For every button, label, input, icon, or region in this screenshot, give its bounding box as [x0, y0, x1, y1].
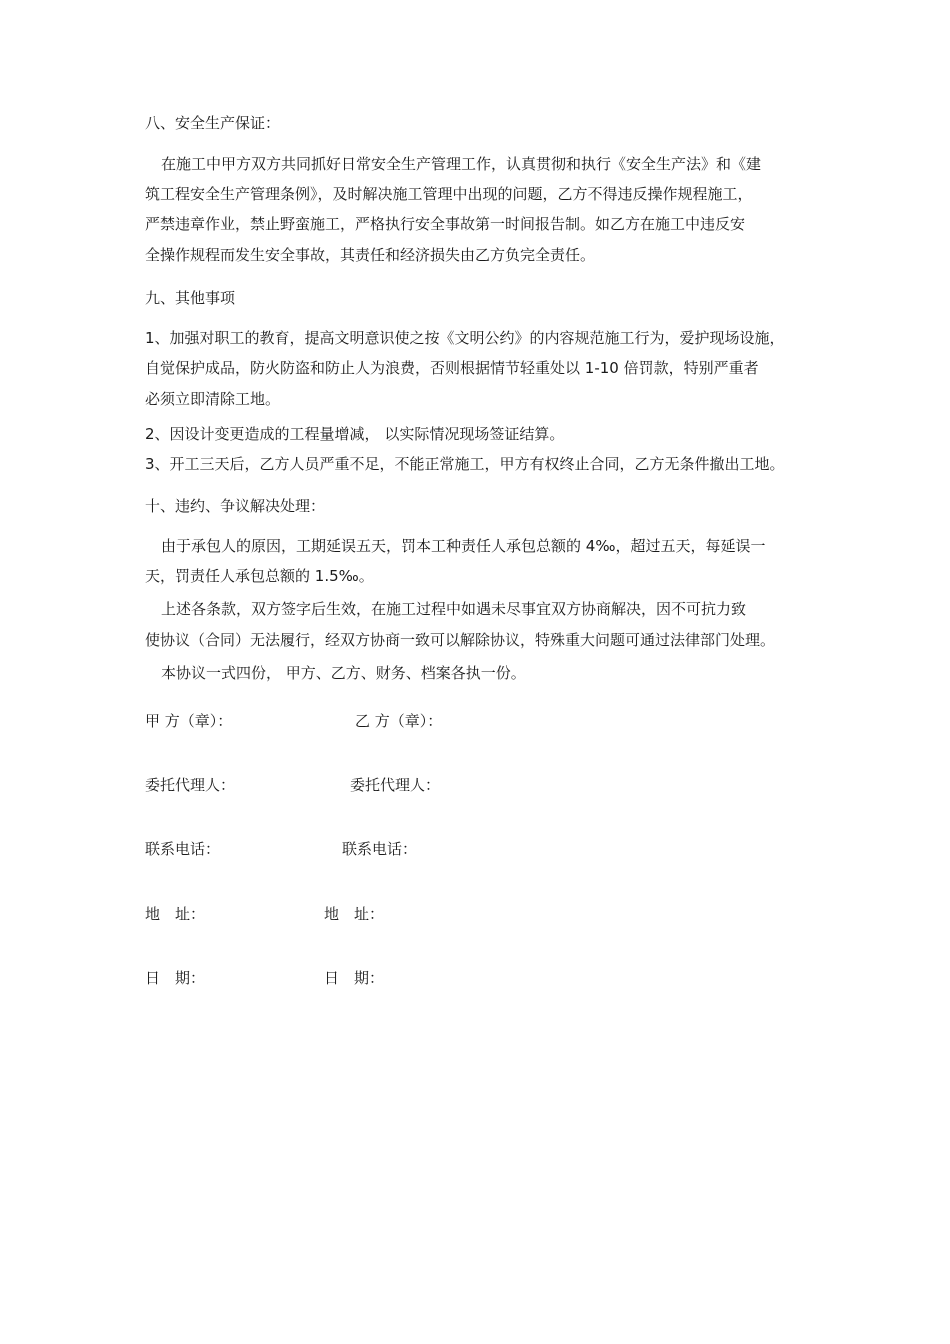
section-10-line: 天，罚责任人承包总额的 1.5‰。 [145, 567, 374, 585]
section-8-line: 全操作规程而发生安全事故，其责任和经济损失由乙方负完全责任。 [145, 246, 596, 264]
section-10-line: 上述各条款，双方签字后生效，在施工过程中如遇未尽事宜双方协商解决，因不可抗力致 [161, 600, 747, 618]
party-a-seal-label: 甲 方（章）： [145, 712, 233, 730]
party-b-address-label: 地 址： [324, 905, 385, 923]
party-b-agent-label: 委托代理人： [350, 776, 441, 794]
party-a-address-label: 地 址： [145, 905, 206, 923]
section-8-line: 严禁违章作业，禁止野蛮施工，严格执行安全事故第一时间报告制。如乙方在施工中违反安 [145, 215, 746, 233]
section-9-line: 2、因设计变更造成的工程量增减， 以实际情况现场签证结算。 [145, 425, 565, 443]
section-9-line: 1、加强对职工的教育，提高文明意识使之按《文明公约》的内容规范施工行为，爱护现场设施， [145, 329, 785, 347]
section-9-line: 自觉保护成品，防火防盗和防止人为浪费，否则根据情节轻重处以 1-10 倍罚款，特别严重者 [145, 359, 759, 377]
section-8-line: 筑工程安全生产管理条例》，及时解决施工管理中出现的问题，乙方不得违反操作规程施工， [145, 185, 753, 203]
party-a-phone-label: 联系电话： [145, 840, 221, 858]
section-10-line: 由于承包人的原因，工期延误五天，罚本工种责任人承包总额的 4‰，超过五天，每延误一 [161, 537, 766, 555]
party-a-date-label: 日 期： [145, 969, 206, 987]
party-b-phone-label: 联系电话： [342, 840, 418, 858]
section-9-line: 3、开工三天后，乙方人员严重不足，不能正常施工，甲方有权终止合同，乙方无条件撤出工地。 [145, 455, 785, 473]
section-10-heading: 十、违约、争议解决处理： [145, 497, 326, 515]
section-8-heading: 八、安全生产保证： [145, 114, 281, 132]
section-8-line: 在施工中甲方双方共同抓好日常安全生产管理工作，认真贯彻和执行《安全生产法》和《建 [161, 155, 762, 173]
party-b-seal-label: 乙 方（章）： [355, 712, 443, 730]
party-b-date-label: 日 期： [324, 969, 385, 987]
section-9-line: 必须立即清除工地。 [145, 390, 281, 408]
section-9-heading: 九、其他事项 [145, 289, 236, 307]
party-a-agent-label: 委托代理人： [145, 776, 236, 794]
section-10-line: 使协议（合同）无法履行，经双方协商一致可以解除协议，特殊重大问题可通过法律部门处理。 [145, 631, 776, 649]
section-10-line: 本协议一式四份， 甲方、乙方、财务、档案各执一份。 [161, 664, 526, 682]
